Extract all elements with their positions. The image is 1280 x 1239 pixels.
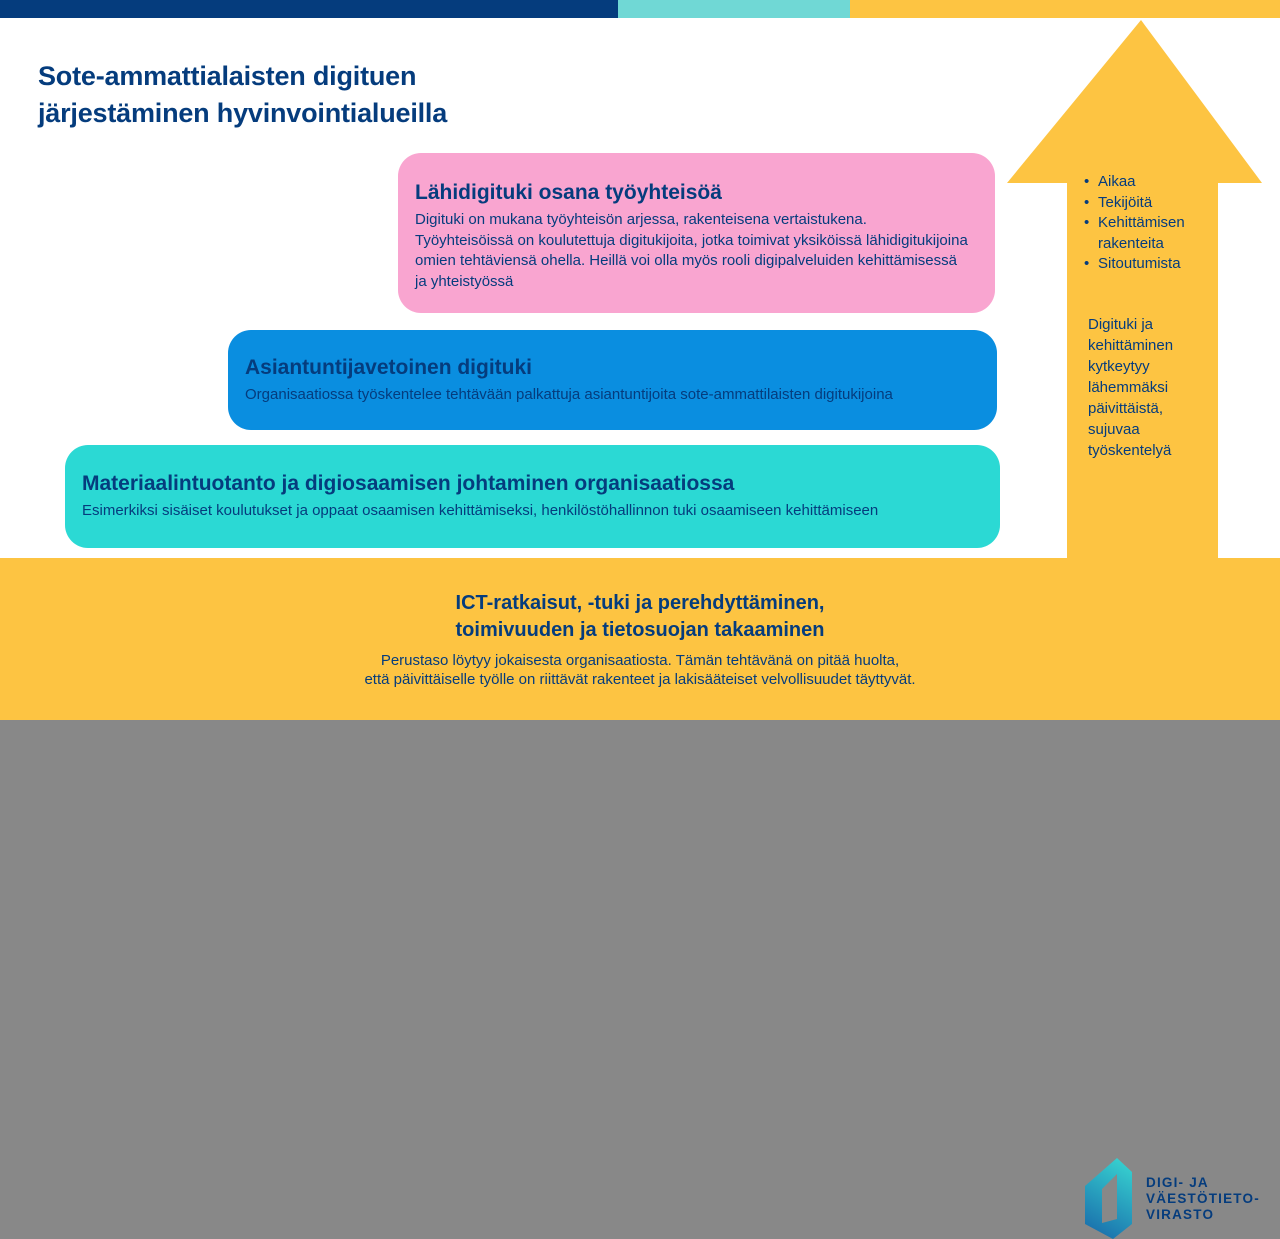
card-lahidigituki — [398, 153, 995, 313]
card-lahidigituki-body: Digituki on mukana työyhteisön arjessa, rakenteisena vertaistukena. Työyhteisöissä on koulutettuja digitukijoita, jotka toimivat yksiköissä lähidigitukijoina omien tehtäviensä ohella. Heillä voi olla myös rooli digipalveluiden kehittämisessä ja yhteistyössä — [415, 211, 968, 290]
bottom-band-text — [150, 590, 1130, 689]
bottom-band-body — [150, 651, 1130, 689]
dvv-logo-path — [1085, 1158, 1132, 1239]
card-asiantuntijavetoinen-body: Organisaatiossa työskentelee tehtävään palkattuja asiantuntijoita sote-ammattilaisten digitukijoina — [245, 386, 893, 403]
up-arrow-polygon — [1007, 20, 1262, 558]
page-title-line-1: Sote-ammattialaisten digituen — [38, 61, 417, 91]
dvv-logo-wordmark-line-2: VÄESTÖTIETO- — [1146, 1191, 1260, 1206]
up-arrow-shape — [1007, 20, 1262, 558]
arrow-bullet-item: • Aikaa — [1082, 172, 1216, 193]
arrow-bullet-item: • Tekijöitä — [1082, 193, 1216, 214]
page-title-line-2: järjestäminen hyvinvointialueilla — [38, 98, 448, 128]
topbar-segment-navy — [0, 0, 618, 18]
card-materiaalintuotanto — [65, 445, 1000, 548]
dvv-logo-icon — [1085, 1158, 1132, 1239]
dvv-logo-wordmark-line-3: VIRASTO — [1146, 1207, 1215, 1222]
bottom-band-title — [150, 590, 1130, 644]
dvv-logo-wordmark — [1146, 1175, 1260, 1223]
arrow-bullet-item: • Sitoutumista — [1082, 254, 1216, 275]
arrow-bullet-list — [1082, 172, 1216, 275]
bottom-band — [0, 558, 1280, 1222]
card-asiantuntijavetoinen — [228, 330, 997, 430]
topbar-segment-yellow — [850, 0, 1280, 18]
bottom-band-title-line-2: toimivuuden ja tietosuojan takaaminen — [455, 619, 825, 641]
bottom-band-title-line-1: ICT-ratkaisut, -tuki ja perehdyttäminen, — [455, 592, 825, 614]
arrow-bullet-item: • Kehittämisen rakenteita — [1082, 213, 1216, 254]
arrow-note-text: Digituki ja kehittäminen kytkeytyy lähemmäksi päivittäistä, sujuvaa työskentelyä — [1088, 316, 1174, 459]
card-asiantuntijavetoinen-title: Asiantuntijavetoinen digituki — [245, 356, 533, 379]
card-materiaalintuotanto-title: Materiaalintuotanto ja digiosaamisen johtaminen organisaatiossa — [82, 472, 735, 495]
page-title — [38, 58, 558, 132]
bottom-band-body-line-2: että päivittäiselle työlle on riittävät rakenteet ja lakisääteiset velvollisuudet täyttyvät. — [364, 671, 916, 688]
card-materiaalintuotanto-body: Esimerkiksi sisäiset koulutukset ja oppaat osaamisen kehittämiseksi, henkilöstöhallinnon tuki osaamiseen kehittämiseen — [82, 502, 879, 519]
bottom-band-body-line-1: Perustaso löytyy jokaisesta organisaatiosta. Tämän tehtävänä on pitää huolta, — [380, 652, 900, 669]
dvv-logo-wordmark-line-1: DIGI- JA — [1146, 1175, 1209, 1190]
card-lahidigituki-title: Lähidigituki osana työyhteisöä — [415, 181, 722, 204]
topbar-segment-teal — [618, 0, 850, 18]
